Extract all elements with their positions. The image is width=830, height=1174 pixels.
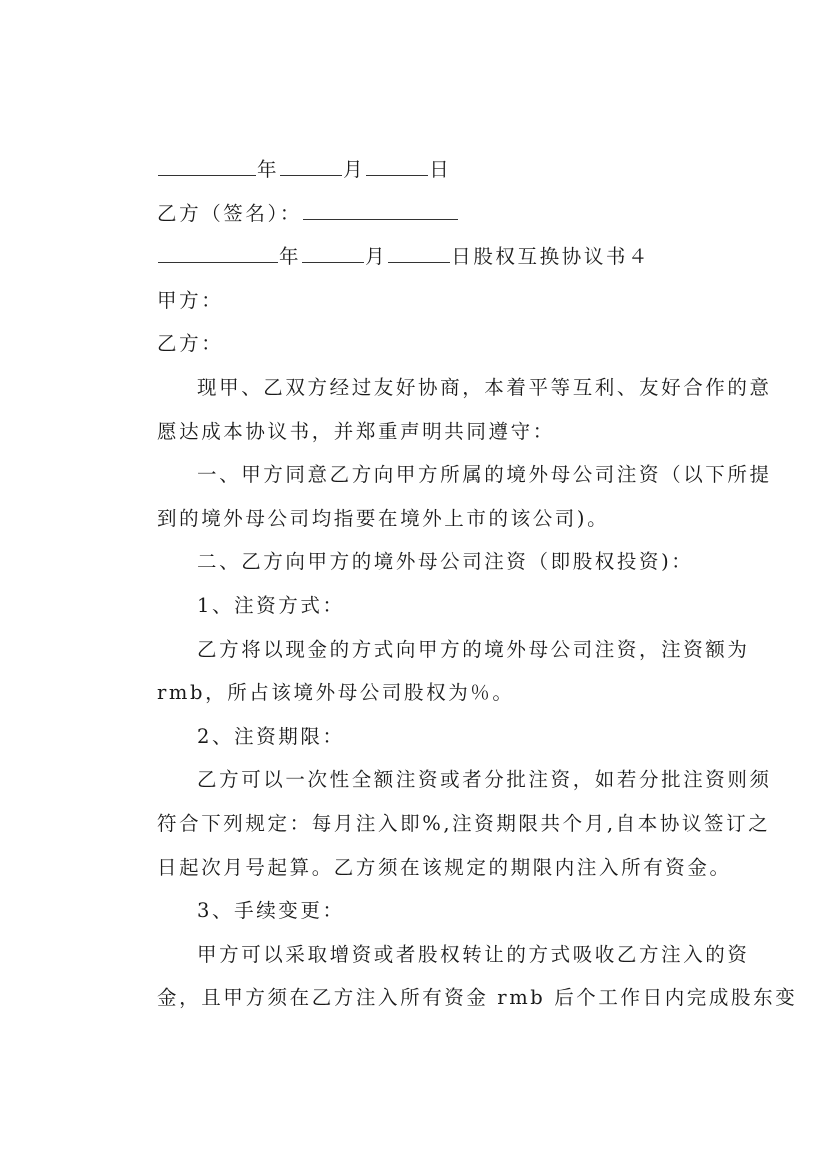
party-a-label: 甲方：	[157, 288, 224, 312]
subsection-heading: 1、注资方式：	[197, 593, 345, 617]
date-title-line	[157, 242, 787, 286]
blank-field	[158, 155, 256, 176]
blank-field	[388, 242, 450, 263]
blank-field	[158, 242, 278, 263]
paragraph-line: 到的境外母公司均指要在境外上市的该公司)。	[157, 506, 610, 530]
party-b-label: 乙方：	[157, 332, 224, 356]
month-label: 月	[343, 158, 366, 181]
blank-field	[366, 155, 428, 176]
paragraph-line: 乙方可以一次性全额注资或者分批注资，如若分批注资则须	[197, 768, 772, 792]
paragraph-line: rmb，所占该境外母公司股权为％。	[157, 681, 515, 705]
paragraph-line: 乙方将以现金的方式向甲方的境外母公司注资，注资额为	[197, 637, 750, 661]
party-b-signature-line	[157, 199, 787, 243]
blank-field	[280, 155, 342, 176]
signature-label: 乙方（签名）：	[157, 201, 302, 225]
paragraph-line: 一、甲方同意乙方向甲方所属的境外母公司注资（以下所提	[197, 463, 772, 487]
paragraph-line: 甲方可以采取增资或者股权转让的方式吸收乙方注入的资	[197, 942, 750, 966]
agreement-title: 日股权互换协议书４	[451, 245, 651, 269]
paragraph-line: 日起次月号起算。乙方须在该规定的期限内注入所有资金。	[157, 855, 732, 879]
paragraph-line: 现甲、乙双方经过友好协商，本着平等互利、友好合作的意	[197, 375, 772, 399]
section-heading: 二、乙方向甲方的境外母公司注资（即股权投资)：	[197, 550, 694, 574]
year-label: 年	[257, 158, 280, 181]
day-label: 日	[429, 158, 452, 181]
subsection-heading: 2、注资期限：	[197, 724, 345, 748]
date-line-1	[157, 155, 787, 199]
blank-field	[302, 242, 364, 263]
month-label: 月	[365, 245, 388, 269]
paragraph-line: 愿达成本协议书，并郑重声明共同遵守：	[157, 419, 555, 443]
subsection-heading: 3、手续变更：	[197, 899, 345, 923]
document-page	[157, 155, 798, 1027]
paragraph-line: 符合下列规定：每月注入即%,注资期限共个月,自本协议签订之	[157, 811, 771, 835]
year-label: 年	[279, 245, 302, 269]
signature-blank	[303, 199, 458, 220]
paragraph-line: 金，且甲方须在乙方注入所有资金 rmb 后个工作日内完成股东变	[157, 986, 798, 1010]
